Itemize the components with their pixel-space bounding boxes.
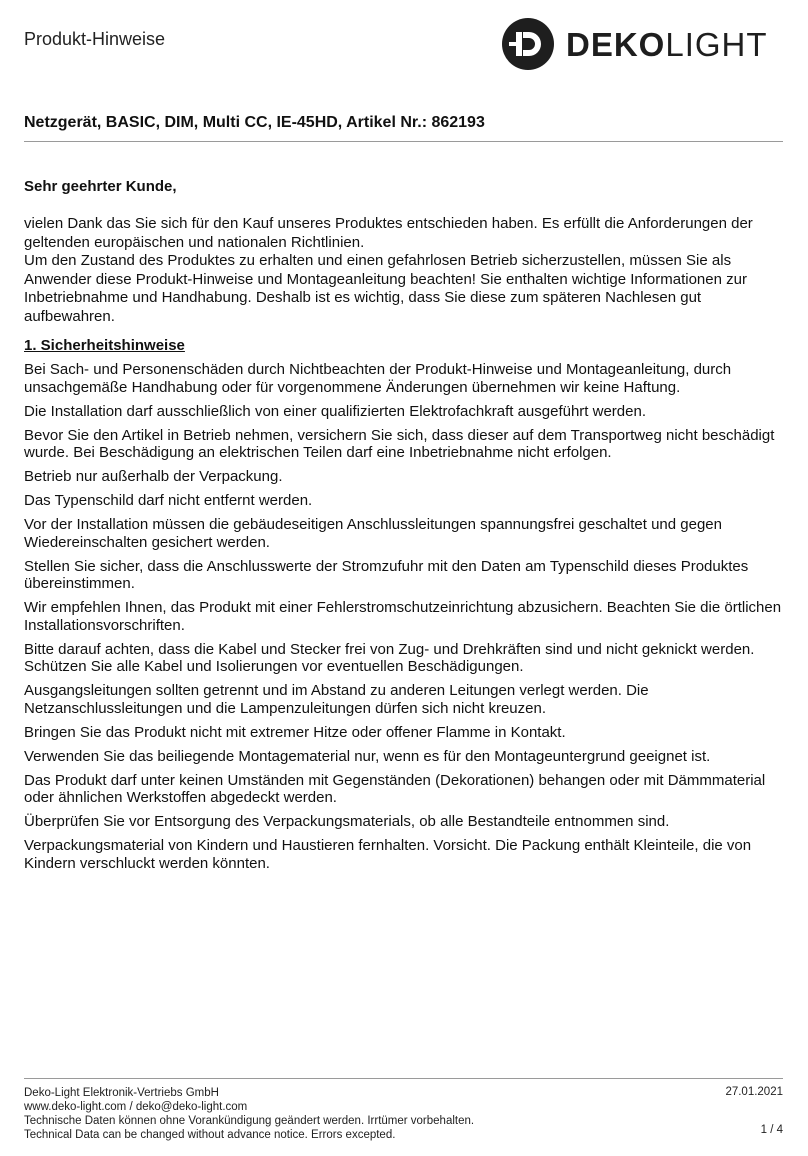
greeting: Sehr geehrter Kunde, [24,178,177,195]
safety-item: Das Produkt darf unter keinen Umständen mit Gegenständen (Dekorationen) behangen oder mit Dämmmaterial oder ähnlichen Werkstoffen abgedeckt werden. [24,771,766,806]
safety-item: Bitte darauf achten, dass die Kabel und Stecker frei von Zug- und Drehkräften sind und nicht geknickt werden. Schützen Sie alle Kabel und Isolierungen vor eventuellen Beschädigungen. [24,640,755,675]
footer-notice-en: Technical Data can be changed without advance notice. Errors excepted. [24,1129,396,1141]
page-footer [24,1086,783,1142]
section-heading-safety: 1. Sicherheitshinweise [24,337,185,354]
page-header-title: Produkt-Hinweise [24,29,166,49]
footer-divider [24,1078,783,1079]
footer-company: Deko-Light Elektronik-Vertriebs GmbH [24,1087,219,1099]
safety-list [24,361,789,879]
brand-logo [502,18,768,70]
safety-item: Die Installation darf ausschließlich von einer qualifizierten Elektrofachkraft ausgeführt werden. [24,402,646,420]
logo-wordmark [566,25,768,63]
safety-item: Betrieb nur außerhalb der Verpackung. [24,468,283,485]
safety-item: Das Typenschild darf nicht entfernt werden. [24,492,313,509]
safety-item: Verpackungsmaterial von Kindern und Haustieren fernhalten. Vorsicht. Die Packung enthält Kleinteile, die von Kindern verschluckt werden könnten. [24,837,752,872]
safety-item: Verwenden Sie das beiliegende Montagematerial nur, wenn es für den Montageuntergrund geeignet ist. [24,747,711,765]
safety-item: Überprüfen Sie vor Entsorgung des Verpackungsmaterials, ob alle Bestandteile entnommen sind. [24,813,670,830]
safety-item: Vor der Installation müssen die gebäudeseitigen Anschlussleitungen spannungsfrei geschaltet und gegen Wiedereinschalten gesichert werden. [24,516,722,551]
safety-item: Wir empfehlen Ihnen, das Produkt mit einer Fehlerstromschutzeinrichtung abzusichern. Beachten Sie die örtlichen Installationsvorschriften. [24,599,782,634]
logo-d-emblem-icon [502,18,554,70]
footer-notice-de: Technische Daten können ohne Vorankündigung geändert werden. Irrtümer vorbehalten. [24,1115,475,1127]
safety-item: Stellen Sie sicher, dass die Anschlusswerte der Stromzufuhr mit den Daten am Typenschild dieses Produktes übereinstimmen. [24,557,749,592]
footer-contact: www.deko-light.com / deko@deko-light.com [24,1101,248,1113]
document-title: Netzgerät, BASIC, DIM, Multi CC, IE-45HD, Artikel Nr.: 862193 [24,114,485,131]
logo-word-bold: DEKO [566,25,666,63]
safety-item: Ausgangsleitungen sollten getrennt und im Abstand zu anderen Leitungen verlegt werden. Die Netzanschlussleitungen und die Lampenzuleitungen dürfen sich nicht kreuzen. [24,682,649,717]
logo-word-light: LIGHT [665,25,768,63]
safety-item: Bei Sach- und Personenschäden durch Nichtbeachten der Produkt-Hinweise und Montageanleitung, durch unsachgemäße Handhabung oder für vorgenommene Änderungen übernehmen wir keine Haftung. [24,361,732,396]
intro-paragraph: vielen Dank das Sie sich für den Kauf unseres Produktes entschieden haben. Es erfüllt die Anforderungen der geltenden europäischen und nationalen Richtlinien. [24,215,753,251]
page-number: 1 / 4 [760,1124,783,1136]
footer-date: 27.01.2021 [725,1086,783,1098]
safety-item: Bringen Sie das Produkt nicht mit extremer Hitze oder offener Flamme in Kontakt. [24,723,566,741]
intro-text [24,215,789,326]
intro-paragraph: Um den Zustand des Produktes zu erhalten und einen gefahrlosen Betrieb sicherzustellen, müssen Sie als Anwender diese Produkt-Hinweise und Montageanleitung beachten! Sie enthalten wichtige Informationen zur Inbetriebnahme und Handhabung. Deshalb ist es wichtig, dass Sie diese zum späteren Nachlesen gut aufbewahren. [24,252,747,325]
safety-item: Bevor Sie den Artikel in Betrieb nehmen, versichern Sie sich, dass dieser auf dem Transportweg nicht beschädigt wurde. Bei Beschädigung an elektrischen Teilen darf eine Inbetriebnahme nicht erfolgen. [24,426,775,461]
title-divider [24,141,783,142]
